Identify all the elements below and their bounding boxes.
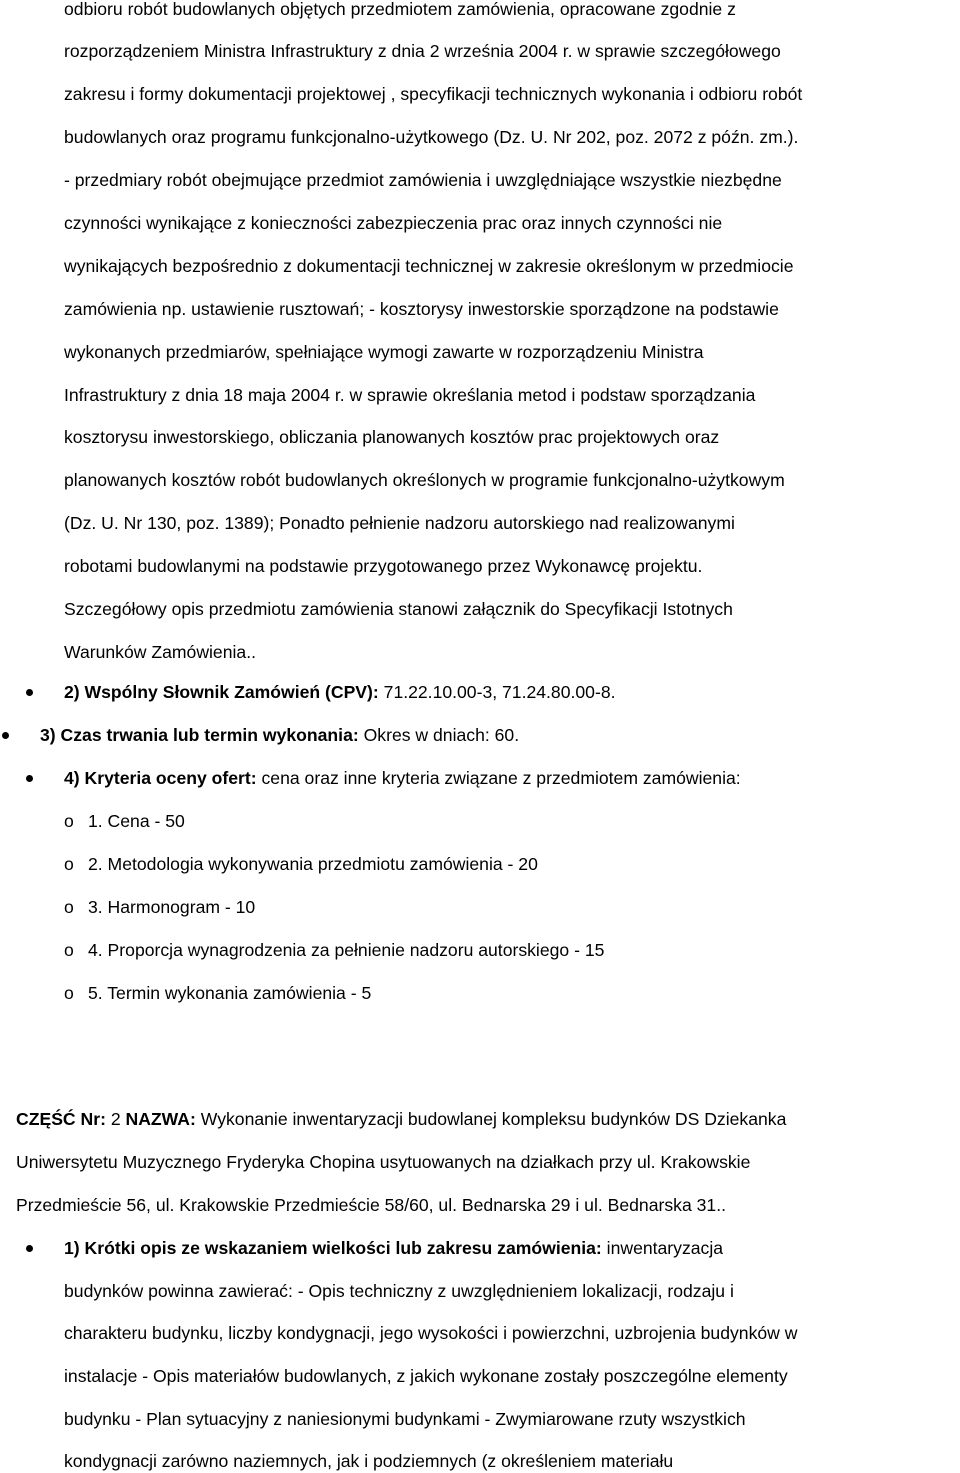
- circle-bullet-icon: o: [64, 940, 74, 960]
- text-line: czynności wynikające z konieczności zabezpieczenia prac oraz innych czynności nie: [64, 213, 723, 233]
- part-label: CZĘŚĆ Nr:: [16, 1109, 106, 1129]
- bullet-icon: [26, 689, 33, 696]
- text-line: wykonanych przedmiarów, spełniające wymogi zawarte w rozporządzeniu Ministra: [64, 342, 704, 362]
- criteria-intro: cena oraz inne kryteria związane z przedmiotem zamówienia:: [256, 768, 741, 788]
- name-label: NAZWA:: [125, 1109, 196, 1129]
- list-item-duration: [40, 725, 519, 745]
- circle-bullet-icon: o: [64, 983, 74, 1003]
- text-line: robotami budowlanymi na podstawie przygotowanego przez Wykonawcę projektu.: [64, 556, 703, 576]
- text-line: zakresu i formy dokumentacji projektowej , specyfikacji technicznych wykonania i odbioru robót: [64, 84, 803, 104]
- bullet-icon: [26, 775, 33, 782]
- text-line: Warunków Zamówienia..: [64, 642, 256, 662]
- criteria-item: 1. Cena - 50: [88, 811, 185, 831]
- text-line: wynikających bezpośrednio z dokumentacji technicznej w zakresie określonym w przedmiocie: [64, 256, 794, 276]
- text-line: planowanych kosztów robót budowlanych określonych w programie funkcjonalno-użytkowym: [64, 470, 785, 490]
- circle-bullet-icon: o: [64, 854, 74, 874]
- text-line: kosztorysu inwestorskiego, obliczania planowanych kosztów prac projektowych oraz: [64, 427, 720, 447]
- list-item-criteria: [64, 768, 741, 788]
- circle-bullet-icon: o: [64, 897, 74, 917]
- text-line: budynków powinna zawierać: - Opis techniczny z uwzględnieniem lokalizacji, rodzaju i: [64, 1281, 734, 1301]
- text-line: charakteru budynku, liczby kondygnacji, jego wysokości i powierzchni, uzbrojenia budynków w: [64, 1323, 798, 1343]
- text-line: - przedmiary robót obejmujące przedmiot zamówienia i uwzględniające wszystkie niezbędne: [64, 170, 782, 190]
- part-name: Wykonanie inwentaryzacji budowlanej kompleksu budynków DS Dziekanka: [195, 1109, 787, 1129]
- text-line: zamówienia np. ustawienie rusztowań; - kosztorysy inwestorskie sporządzone na podstawie: [64, 299, 779, 319]
- list-item-cpv: [64, 682, 616, 702]
- text-line: Przedmieście 56, ul. Krakowskie Przedmieście 58/60, ul. Bednarska 29 i ul. Bednarska 31..: [16, 1195, 726, 1215]
- text-line: Uniwersytetu Muzycznego Fryderyka Chopina usytuowanych na działkach przy ul. Krakowskie: [16, 1152, 751, 1172]
- text-line: budowlanych oraz programu funkcjonalno-użytkowego (Dz. U. Nr 202, poz. 2072 z późn. zm.).: [64, 127, 799, 147]
- short-description-first-line: [64, 1238, 723, 1258]
- bullet-icon: [2, 732, 9, 739]
- criteria-item: 5. Termin wykonania zamówienia - 5: [88, 983, 372, 1003]
- text-line: Szczegółowy opis przedmiotu zamówienia stanowi załącznik do Specyfikacji Istotnych: [64, 599, 733, 619]
- bullet-icon: [26, 1245, 33, 1252]
- part-heading-line: [16, 1109, 786, 1129]
- short-description-start: inwentaryzacja: [601, 1238, 724, 1258]
- criteria-label: 4) Kryteria oceny ofert:: [64, 768, 257, 788]
- text-line: Infrastruktury z dnia 18 maja 2004 r. w sprawie określania metod i podstaw sporządzania: [64, 385, 756, 405]
- duration-value: Okres w dniach: 60.: [358, 725, 520, 745]
- cpv-label: 2) Wspólny Słownik Zamówień (CPV):: [64, 682, 379, 702]
- text-line: rozporządzeniem Ministra Infrastruktury z dnia 2 września 2004 r. w sprawie szczegółowego: [64, 41, 781, 61]
- text-line: odbioru robót budowlanych objętych przedmiotem zamówienia, opracowane zgodnie z: [64, 0, 736, 19]
- cpv-codes: 71.22.10.00-3, 71.24.80.00-8.: [378, 682, 616, 702]
- duration-label: 3) Czas trwania lub termin wykonania:: [40, 725, 359, 745]
- criteria-item: 3. Harmonogram - 10: [88, 897, 256, 917]
- text-line: (Dz. U. Nr 130, poz. 1389); Ponadto pełnienie nadzoru autorskiego nad realizowanymi: [64, 513, 735, 533]
- criteria-item: 4. Proporcja wynagrodzenia za pełnienie nadzoru autorskiego - 15: [88, 940, 605, 960]
- part-number: 2: [105, 1109, 126, 1129]
- short-description-label: 1) Krótki opis ze wskazaniem wielkości lub zakresu zamówienia:: [64, 1238, 602, 1258]
- text-line: kondygnacji zarówno naziemnych, jak i podziemnych (z określeniem materiału: [64, 1451, 674, 1471]
- text-line: budynku - Plan sytuacyjny z naniesionymi budynkami - Zwymiarowane rzuty wszystkich: [64, 1409, 746, 1429]
- text-line: instalacje - Opis materiałów budowlanych, z jakich wykonane zostały poszczególne elementy: [64, 1366, 788, 1386]
- criteria-item: 2. Metodologia wykonywania przedmiotu zamówienia - 20: [88, 854, 538, 874]
- circle-bullet-icon: o: [64, 811, 74, 831]
